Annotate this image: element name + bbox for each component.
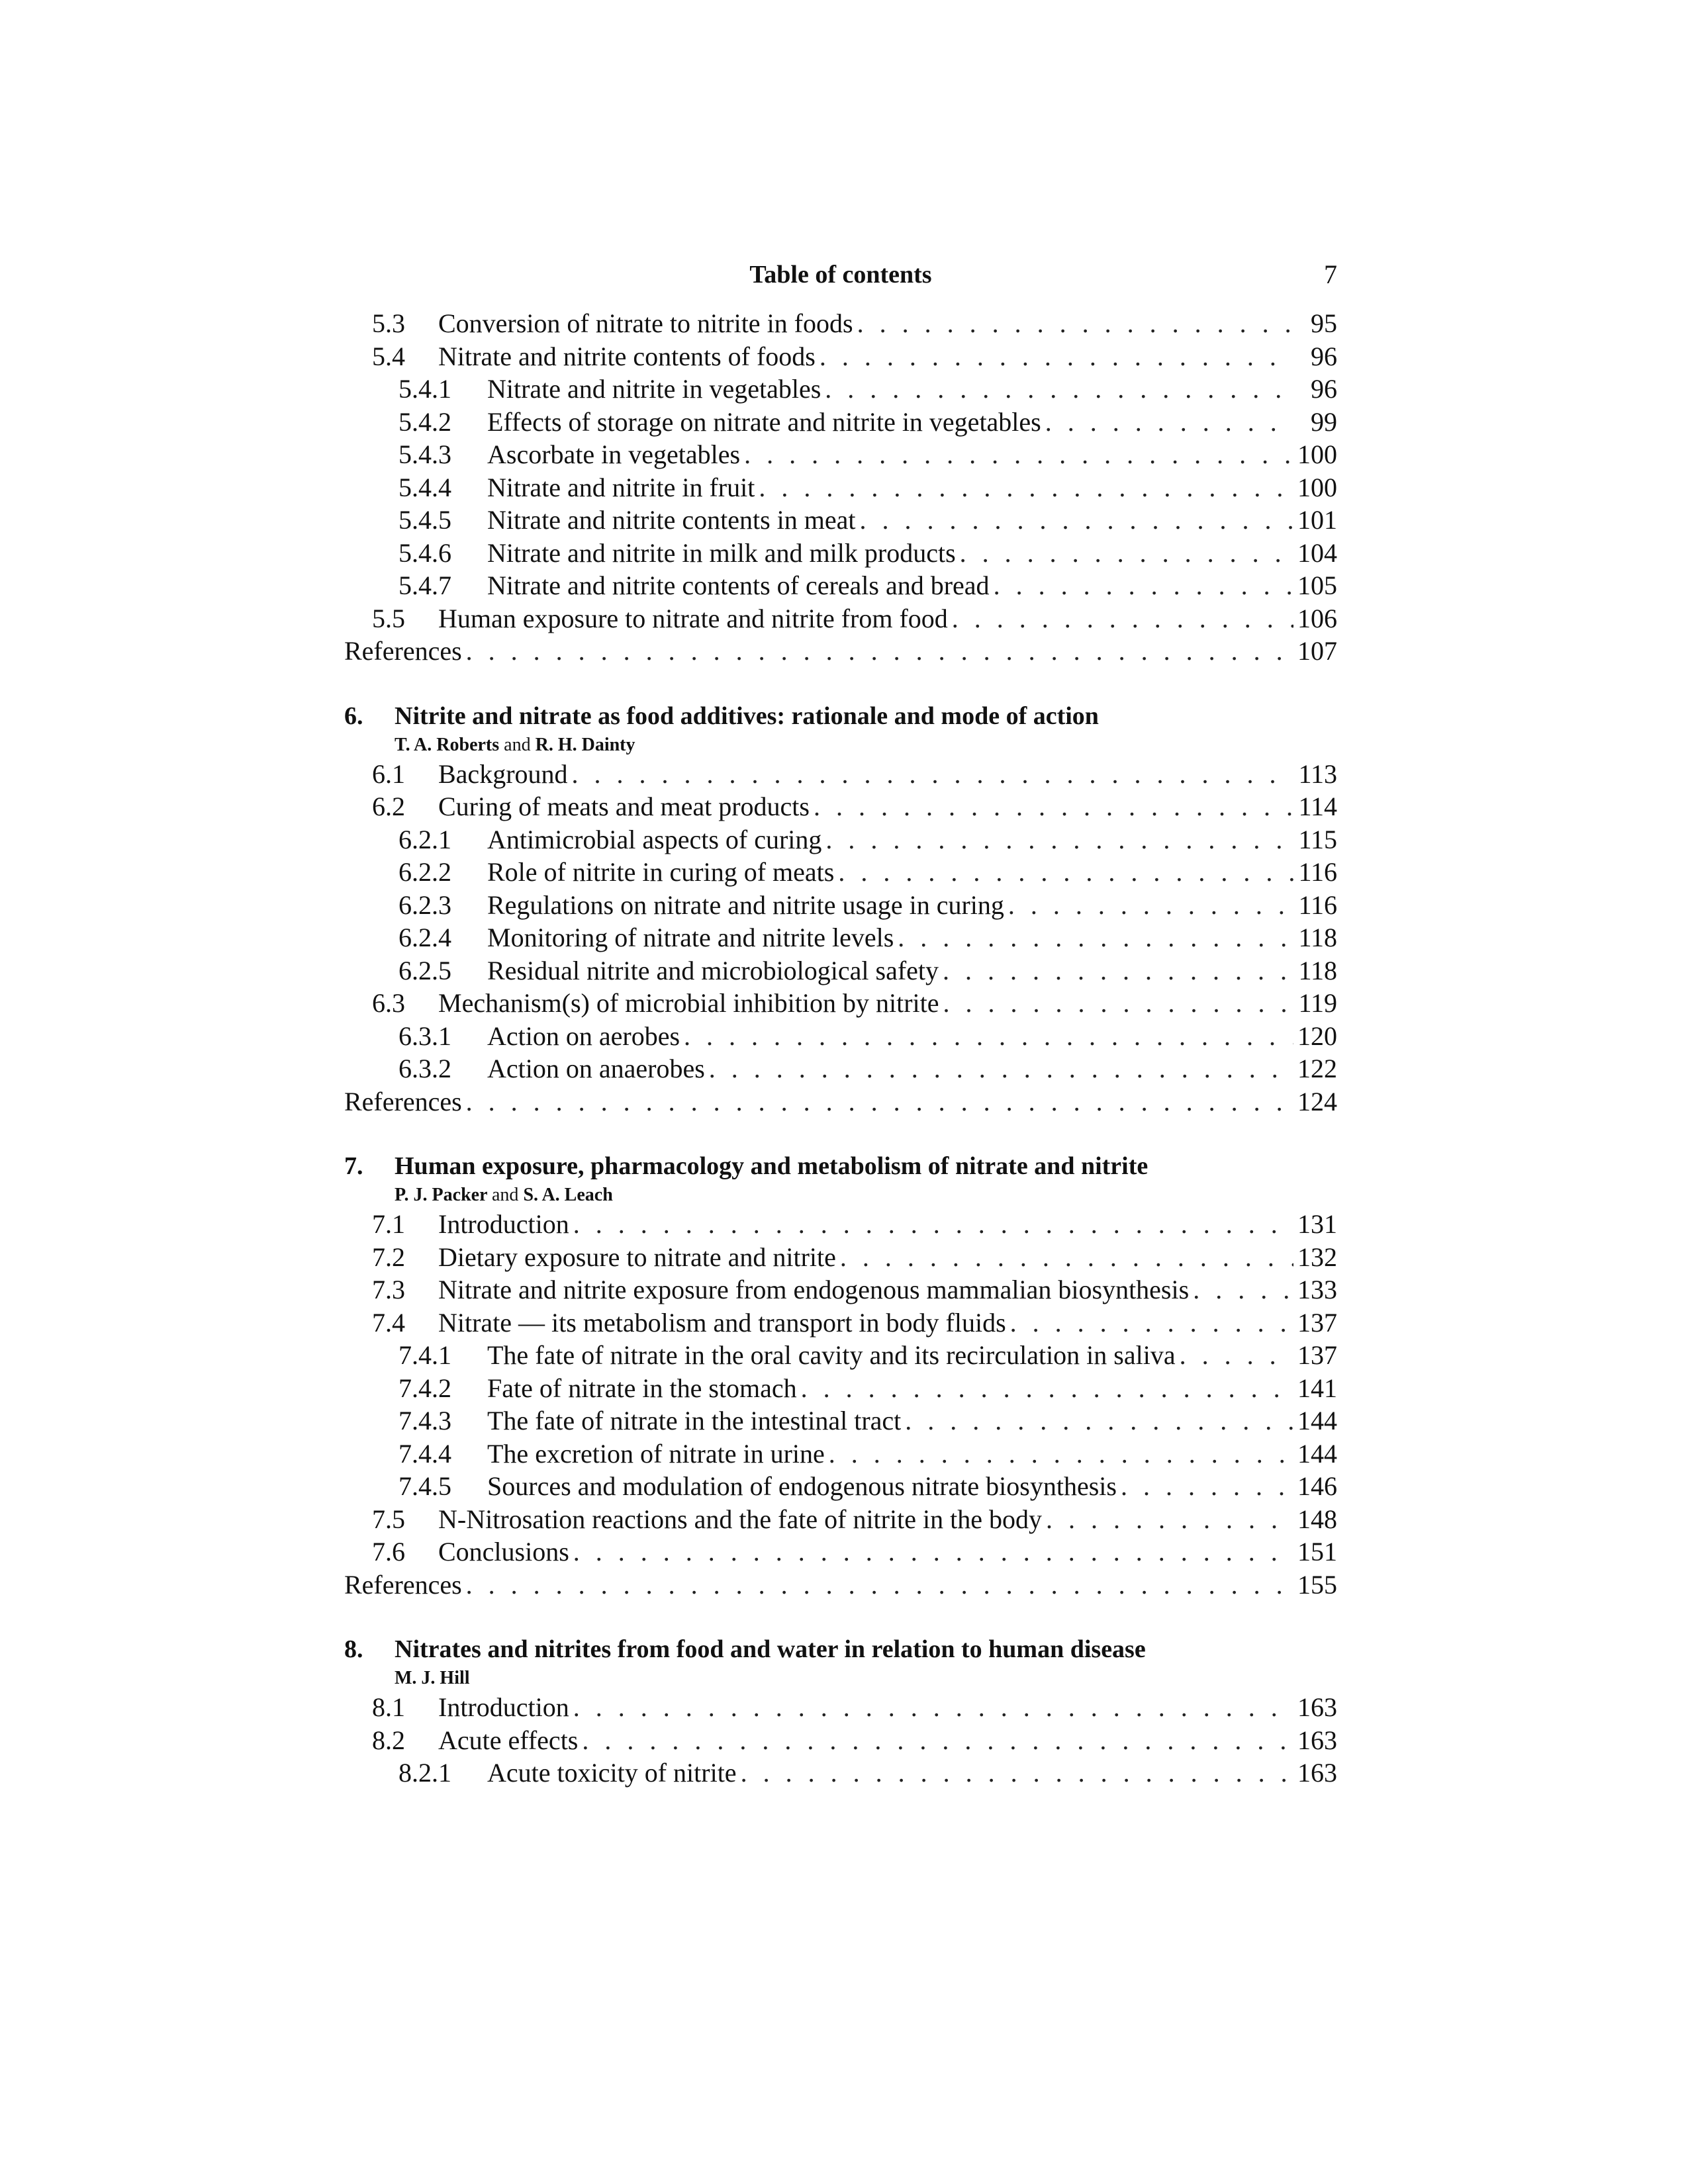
toc-entry: 5.4.5 Nitrate and nitrite contents in meat . . . 101 (344, 504, 1337, 537)
toc-entry: 5.4 Nitrate and nitrite contents of foods . . . 96 (344, 340, 1337, 373)
toc-entry: 5.4.7 Nitrate and nitrite contents of cereals and bread . . . 105 (344, 569, 1337, 602)
toc-chapter-7 (344, 1150, 1337, 1601)
toc-entry: 7.3 Nitrate and nitrite exposure from endogenous mammalian biosynthesis . . . 133 (344, 1273, 1337, 1306)
toc-entry: 8.1 Introduction . . . 163 (344, 1691, 1337, 1724)
toc-entry: 7.4.5 Sources and modulation of endogenous nitrate biosynthesis . . . 146 (344, 1470, 1337, 1503)
toc-entry: 6.2.2 Role of nitrite in curing of meats . . . 116 (344, 856, 1337, 889)
toc-entry: 7.4.1 The fate of nitrate in the oral cavity and its recirculation in saliva . . . 137 (344, 1339, 1337, 1372)
toc-entry: 7.6 Conclusions . . . 151 (344, 1535, 1337, 1569)
toc-references: References . . . 155 (344, 1569, 1337, 1602)
toc-entry: 8.2 Acute effects . . . 163 (344, 1724, 1337, 1757)
toc-entry: 5.3 Conversion of nitrate to nitrite in foods . . . 95 (344, 307, 1337, 340)
toc-entry: 5.4.4 Nitrate and nitrite in fruit . . . 100 (344, 471, 1337, 504)
toc-entry: 7.4 Nitrate — its metabolism and transport in body fluids . . . 137 (344, 1306, 1337, 1340)
page-title: Table of contents (749, 261, 932, 289)
toc-references: References . . . 107 (344, 635, 1337, 668)
page-number: 7 (1324, 259, 1337, 289)
running-head (344, 251, 1337, 298)
chapter-title: 6. Nitrite and nitrate as food additives: rationale and mode of action (344, 702, 1099, 730)
toc-entry: 6.3 Mechanism(s) of microbial inhibition by nitrite . . . 119 (344, 987, 1337, 1020)
chapter-authors: P. J. Packer and S. A. Leach (395, 1185, 613, 1205)
toc-chapter-8 (344, 1633, 1337, 1790)
chapter-authors: M. J. Hill (395, 1668, 470, 1688)
toc-entry: 6.2.3 Regulations on nitrate and nitrite usage in curing . . . 116 (344, 889, 1337, 922)
toc-entry: 7.5 N-Nitrosation reactions and the fate of nitrite in the body . . . 148 (344, 1503, 1337, 1536)
toc-entry: 7.4.2 Fate of nitrate in the stomach . . . 141 (344, 1372, 1337, 1405)
toc-entry: 6.1 Background . . . 113 (344, 758, 1337, 791)
toc-entry: 7.4.3 The fate of nitrate in the intestinal tract . . . 144 (344, 1404, 1337, 1437)
toc-entry: 7.1 Introduction . . . 131 (344, 1208, 1337, 1241)
toc-entry: 8.2.1 Acute toxicity of nitrite . . . 163 (344, 1756, 1337, 1790)
toc-entry: 7.2 Dietary exposure to nitrate and nitrite . . . 132 (344, 1241, 1337, 1274)
chapter-authors: T. A. Roberts and R. H. Dainty (395, 734, 635, 755)
toc-entry: 5.4.3 Ascorbate in vegetables . . . 100 (344, 438, 1337, 471)
toc-section-5 (344, 307, 1337, 668)
toc-entry: 6.2.1 Antimicrobial aspects of curing . . . 115 (344, 823, 1337, 856)
toc-entry: 6.2.4 Monitoring of nitrate and nitrite levels . . . 118 (344, 921, 1337, 954)
toc-page (344, 251, 1337, 1790)
toc-entry: 6.3.2 Action on anaerobes . . . 122 (344, 1052, 1337, 1085)
toc-entry: 5.5 Human exposure to nitrate and nitrite from food . . . 106 (344, 602, 1337, 635)
toc-entry: 7.4.4 The excretion of nitrate in urine . . . 144 (344, 1437, 1337, 1471)
toc-chapter-6 (344, 700, 1337, 1118)
toc-entry: 6.2 Curing of meats and meat products . . . 114 (344, 790, 1337, 823)
toc-entry: 5.4.6 Nitrate and nitrite in milk and milk products . . . 104 (344, 537, 1337, 570)
toc-entry: 6.3.1 Action on aerobes . . . 120 (344, 1020, 1337, 1053)
toc-entry: 5.4.1 Nitrate and nitrite in vegetables . . . 96 (344, 373, 1337, 406)
chapter-title: 8. Nitrates and nitrites from food and water in relation to human disease (344, 1635, 1146, 1663)
toc-entry: 5.4.2 Effects of storage on nitrate and nitrite in vegetables . . . 99 (344, 406, 1337, 439)
toc-references: References . . . 124 (344, 1085, 1337, 1118)
chapter-title: 7. Human exposure, pharmacology and metabolism of nitrate and nitrite (344, 1152, 1149, 1180)
toc-entry: 6.2.5 Residual nitrite and microbiological safety . . . 118 (344, 954, 1337, 987)
